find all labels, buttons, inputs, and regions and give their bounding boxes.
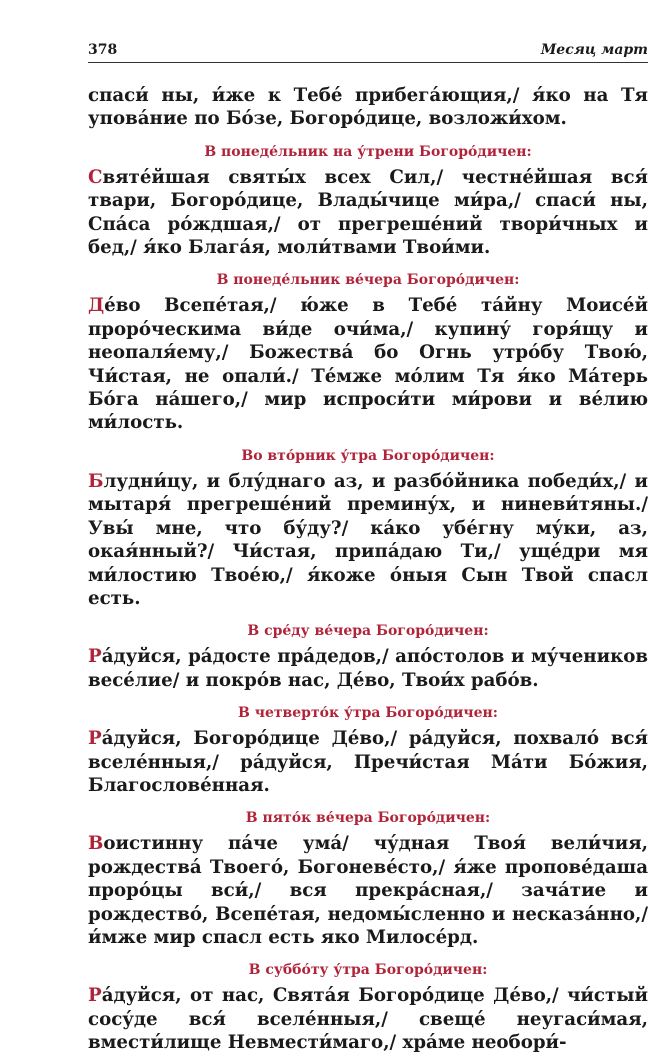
section-paragraph xyxy=(88,832,648,949)
section-title: В пято́к ве́чера Богоро́дичен: xyxy=(245,810,491,827)
page-body xyxy=(88,84,648,1055)
section-paragraph xyxy=(88,645,648,692)
section-title: В понеде́льник на у́трени Богоро́дичен: xyxy=(204,143,532,160)
section-paragraph xyxy=(88,727,648,797)
section-text: а́дуйся, ра́досте пра́дедов,/ апо́столов и му́чеников весе́лие/ и покро́в нас, Де́во, Твои́х рабо́в. xyxy=(88,646,648,691)
red-initial: Р xyxy=(88,728,102,750)
section-5 xyxy=(88,704,648,797)
section-text: вяте́йшая святы́х всех Сил,/ честне́йшая вся́ твари, Богоро́дице, Влады́чице ми́ра,/ спаси́ ны, Спа́са ро́ждшая,/ от прегреше́ний твори́чных и бед,/ я́ко Блага́я, моли́твами Твои́ми. xyxy=(88,166,648,259)
section-text: а́дуйся, Богоро́дице Де́во,/ ра́дуйся, похвало́ вся́ вселе́нныя,/ ра́дуйся, Пречи́стая Ма́ти Бо́жия, Благослове́нная. xyxy=(88,728,648,796)
section-paragraph xyxy=(88,984,648,1054)
section-1 xyxy=(88,143,648,260)
red-initial: Д xyxy=(88,295,105,317)
red-initial: Р xyxy=(88,985,102,1007)
section-text: а́дуйся, от нас, Свята́я Богоро́дице Де́во,/ чи́стый сосу́де вся́ вселе́нныя,/ свеще́ неугаси́мая, вмести́лище Невмести́маго,/ хра́ме необори́- xyxy=(88,985,648,1054)
section-paragraph xyxy=(88,470,648,610)
page-header xyxy=(88,40,648,63)
section-text: оистинну па́че ума́/ чу́дная Твоя́ вели́чия, рождества́ Твоего́, Богоневе́сто,/ я́же пропове́даша проро́цы вси́,/ вся прекра́сная,/ зача́тие и рождество́, Всепе́тая, недомы́сленно и несказа́нно,/ и́мже мир спасл есть яко Милосе́рд. xyxy=(88,833,648,948)
section-7 xyxy=(88,961,648,1054)
section-title: В четверто́к у́тра Богоро́дичен: xyxy=(238,705,498,722)
red-initial: С xyxy=(88,166,103,188)
red-initial: Б xyxy=(88,470,104,492)
section-paragraph xyxy=(88,166,648,260)
section-4 xyxy=(88,622,648,692)
section-3 xyxy=(88,447,648,610)
section-paragraph xyxy=(88,294,648,434)
section-title: В суббо́ту у́тра Богоро́дичен: xyxy=(248,962,488,979)
red-initial: Р xyxy=(88,646,102,668)
section-text: лудни́цу, и блу́днаго аз, и разбо́йника победи́х,/ и мытаря́ прегреше́ний премину́х, и ниневи́тяны./ Увы́ мне, что бу́ду?/ ка́ко убе́гну му́ки, аз, окая́нный?/ Чи́стая, припа́даю Ти,/ уще́дри мя ми́лостию Твое́ю,/ я́коже о́ныя Сын Твой спасл есть. xyxy=(88,470,648,609)
intro-paragraph: спаси́ ны, и́же к Тебе́ прибега́ющия,/ я́ко на Тя упова́ние по Бо́зе, Богоро́дице, возложи́хом. xyxy=(88,85,648,130)
section-title: Во вто́рник у́тра Богоро́дичен: xyxy=(241,447,495,464)
section-2 xyxy=(88,271,648,434)
page-number: 378 xyxy=(88,42,118,58)
section-title: В понеде́льник ве́чера Богоро́дичен: xyxy=(216,272,520,289)
red-initial: В xyxy=(88,833,104,855)
section-text: е́во Всепе́тая,/ ю́же в Тебе́ та́йну Моисе́й проро́ческима ви́де очи́ма,/ купину́ горя́щу и неопаля́ему,/ Божества́ бо Огнь утро́бу Твою́, Чи́стая, не опали́./ Те́мже мо́лим Тя я́ко Ма́терь Бо́га на́шего,/ мир испроси́ти ми́рови и ве́лию ми́лость. xyxy=(88,295,648,434)
section-6 xyxy=(88,809,648,949)
running-title: Месяц март xyxy=(540,42,648,58)
section-title: В сре́ду ве́чера Богоро́дичен: xyxy=(247,623,489,640)
